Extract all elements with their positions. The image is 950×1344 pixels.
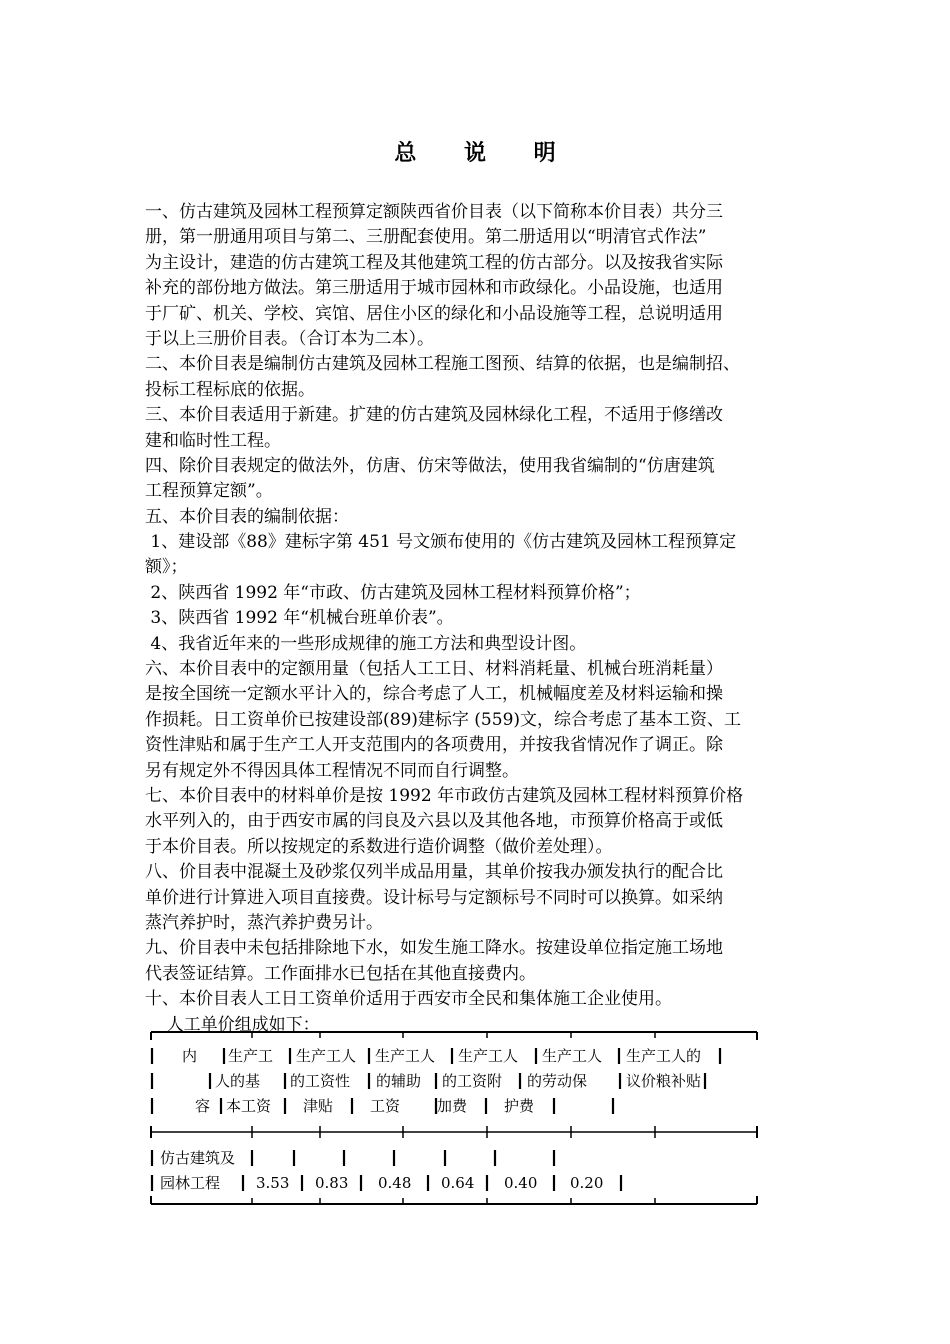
header-aux-wage-3: 工资: [370, 1097, 401, 1115]
header-labor-protection-1: 生产工人: [542, 1047, 603, 1065]
header-basic-wage-1: 生产工: [228, 1047, 274, 1065]
text-line: 蒸汽养护时，蒸汽养护费另计。: [145, 912, 383, 933]
header-content-1: 内: [182, 1047, 198, 1065]
text-line: 1、建设部《88》建标字第 451 号文颁布使用的《仿古建筑及园林工程预算定: [145, 532, 737, 553]
text-line: 水平列入的，由于西安市属的闫良及六县以及其他各地，市预算价格高于或低: [145, 811, 723, 832]
text-line: 八、价目表中混凝土及砂浆仅列半成品用量，其单价按我办颁发执行的配合比: [145, 862, 723, 883]
text-line: 3、陕西省 1992 年“机械台班单价表”。: [145, 608, 454, 629]
header-basic-wage-2: 人的基: [215, 1072, 261, 1090]
text-line: 五、本价目表的编制依据：: [145, 506, 349, 527]
text-line: 另有规定外不得因具体工程情况不同而自行调整。: [145, 760, 519, 781]
text-line: 工程预算定额”。: [145, 481, 273, 502]
text-line: 于本价目表。所以按规定的系数进行造价调整（做价差处理）。: [145, 836, 613, 857]
header-surcharge-2: 的工资附: [442, 1072, 503, 1090]
text-line: 册，第一册通用项目与第二、三册配套使用。第二册适用以“明清官式作法”: [145, 227, 707, 248]
value-allowance: 0.83: [315, 1174, 349, 1192]
header-grain-subsidy-1: 生产工人的: [626, 1047, 702, 1065]
value-labor-protection: 0.40: [504, 1174, 538, 1192]
text-line: 建和临时性工程。: [145, 430, 281, 451]
header-aux-wage-1: 生产工人: [375, 1047, 436, 1065]
text-line: 代表签证结算。工作面排水已包括在其他直接费内。: [145, 963, 536, 984]
header-aux-wage-2: 的辅助: [376, 1072, 422, 1090]
text-line: 十、本价目表人工日工资单价适用于西安市全民和集体施工企业使用。: [145, 989, 672, 1010]
value-surcharge: 0.64: [441, 1174, 475, 1192]
text-line: 六、本价目表中的定额用量（包括人工工日、材料消耗量、机械台班消耗量）: [145, 659, 723, 680]
header-grain-subsidy-2: 议价粮补贴: [626, 1072, 702, 1090]
text-line: 4、我省近年来的一些形成规律的施工方法和典型设计图。: [145, 633, 587, 654]
row-label-2: 园林工程: [160, 1174, 221, 1192]
text-line: 是按全国统一定额水平计入的，综合考虑了人工，机械幅度差及材料运输和操: [145, 684, 723, 705]
row-label-1: 仿古建筑及: [160, 1149, 236, 1167]
text-line: 人工单价组成如下：: [145, 1014, 320, 1035]
value-grain-subsidy: 0.20: [570, 1174, 604, 1192]
header-surcharge-3: 加费: [437, 1097, 468, 1115]
text-line: 单价进行计算进入项目直接费。设计标号与定额标号不同时可以换算。如采纳: [145, 887, 723, 908]
text-line: 投标工程标底的依据。: [145, 379, 315, 400]
text-line: 资性津贴和属于生产工人开支范围内的各项费用，并按我省情况作了调正。除: [145, 735, 723, 756]
text-line: 为主设计，建造的仿古建筑工程及其他建筑工程的仿古部分。以及按我省实际: [145, 252, 723, 273]
page-title: 总 说 明: [394, 140, 576, 166]
wage-table: [150, 1030, 758, 1208]
header-basic-wage-3: 本工资: [226, 1097, 272, 1115]
text-line: 于厂矿、机关、学校、宾馆、居住小区的绿化和小品设施等工程，总说明适用: [145, 303, 723, 324]
value-aux-wage: 0.48: [378, 1174, 412, 1192]
text-line: 作损耗。日工资单价已按建设部(89)建标字 (559)文，综合考虑了基本工资、工: [145, 709, 742, 730]
header-surcharge-1: 生产工人: [458, 1047, 519, 1065]
value-basic-wage: 3.53: [256, 1174, 290, 1192]
text-line: 九、价目表中未包括排除地下水，如发生施工降水。按建设单位指定施工场地: [145, 938, 723, 959]
header-allowance-2: 的工资性: [290, 1072, 351, 1090]
text-line: 一、仿古建筑及园林工程预算定额陕西省价目表（以下简称本价目表）共分三: [145, 202, 723, 222]
body-text: [145, 200, 825, 1038]
text-line: 四、除价目表规定的做法外，仿唐、仿宋等做法，使用我省编制的“仿唐建筑: [145, 455, 715, 476]
text-line: 七、本价目表中的材料单价是按 1992 年市政仿古建筑及园林工程材料预算价格: [145, 785, 744, 806]
header-allowance-3: 津贴: [303, 1097, 334, 1115]
text-line: 二、本价目表是编制仿古建筑及园林工程施工图预、结算的依据，也是编制招、: [145, 354, 740, 375]
text-line: 补充的部份地方做法。第三册适用于城市园林和市政绿化。小品设施，也适用: [145, 278, 723, 299]
header-labor-protection-3: 护费: [504, 1097, 535, 1115]
header-content-3: 容: [195, 1097, 211, 1115]
text-line: 额》；: [145, 557, 188, 578]
text-line: 于以上三册价目表。（合订本为二本）。: [145, 328, 434, 349]
header-labor-protection-2: 的劳动保: [527, 1072, 588, 1090]
text-line: 三、本价目表适用于新建。扩建的仿古建筑及园林绿化工程，不适用于修缮改: [145, 405, 723, 426]
header-allowance-1: 生产工人: [296, 1047, 357, 1065]
text-line: 2、陕西省 1992 年“市政、仿古建筑及园林工程材料预算价格”；: [145, 582, 641, 603]
